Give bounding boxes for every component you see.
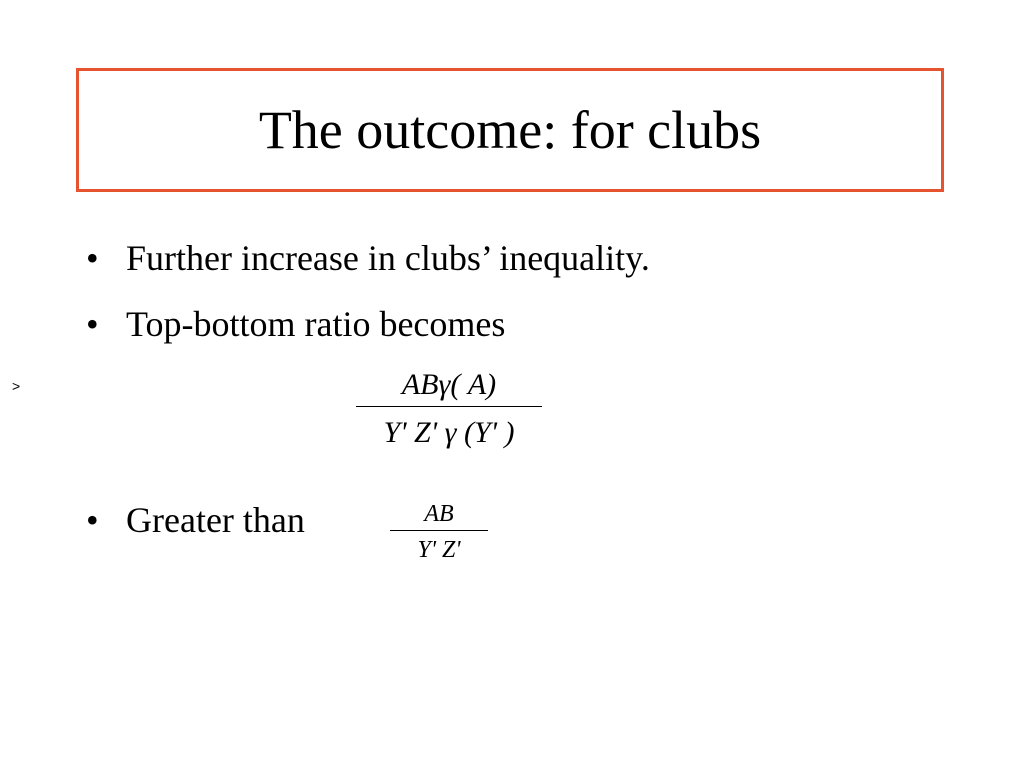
bullet-item-3	[86, 502, 305, 538]
fraction-bar	[356, 406, 542, 407]
simple-denominator: Y' Z'	[417, 537, 461, 563]
bullet-item-2	[86, 306, 505, 342]
ratio-denominator: Y' Z' γ (Y' )	[383, 416, 515, 449]
ratio-formula	[356, 366, 542, 453]
fraction-bar	[390, 530, 488, 531]
ratio-numerator: ABγ( A)	[401, 368, 497, 401]
bullet-symbol: •	[86, 500, 99, 540]
simple-ratio-formula	[390, 500, 488, 565]
side-marker: >	[12, 378, 21, 394]
bullet-text: Greater than	[126, 500, 305, 540]
bullet-text: Further increase in clubs’ inequality.	[126, 238, 650, 278]
slide-title-box	[76, 68, 944, 192]
bullet-symbol: •	[86, 304, 99, 344]
bullet-text: Top-bottom ratio becomes	[126, 304, 506, 344]
slide-title: The outcome: for clubs	[258, 100, 762, 160]
simple-numerator: AB	[424, 501, 454, 527]
bullet-symbol: •	[86, 238, 99, 278]
bullet-item-1	[86, 240, 650, 276]
